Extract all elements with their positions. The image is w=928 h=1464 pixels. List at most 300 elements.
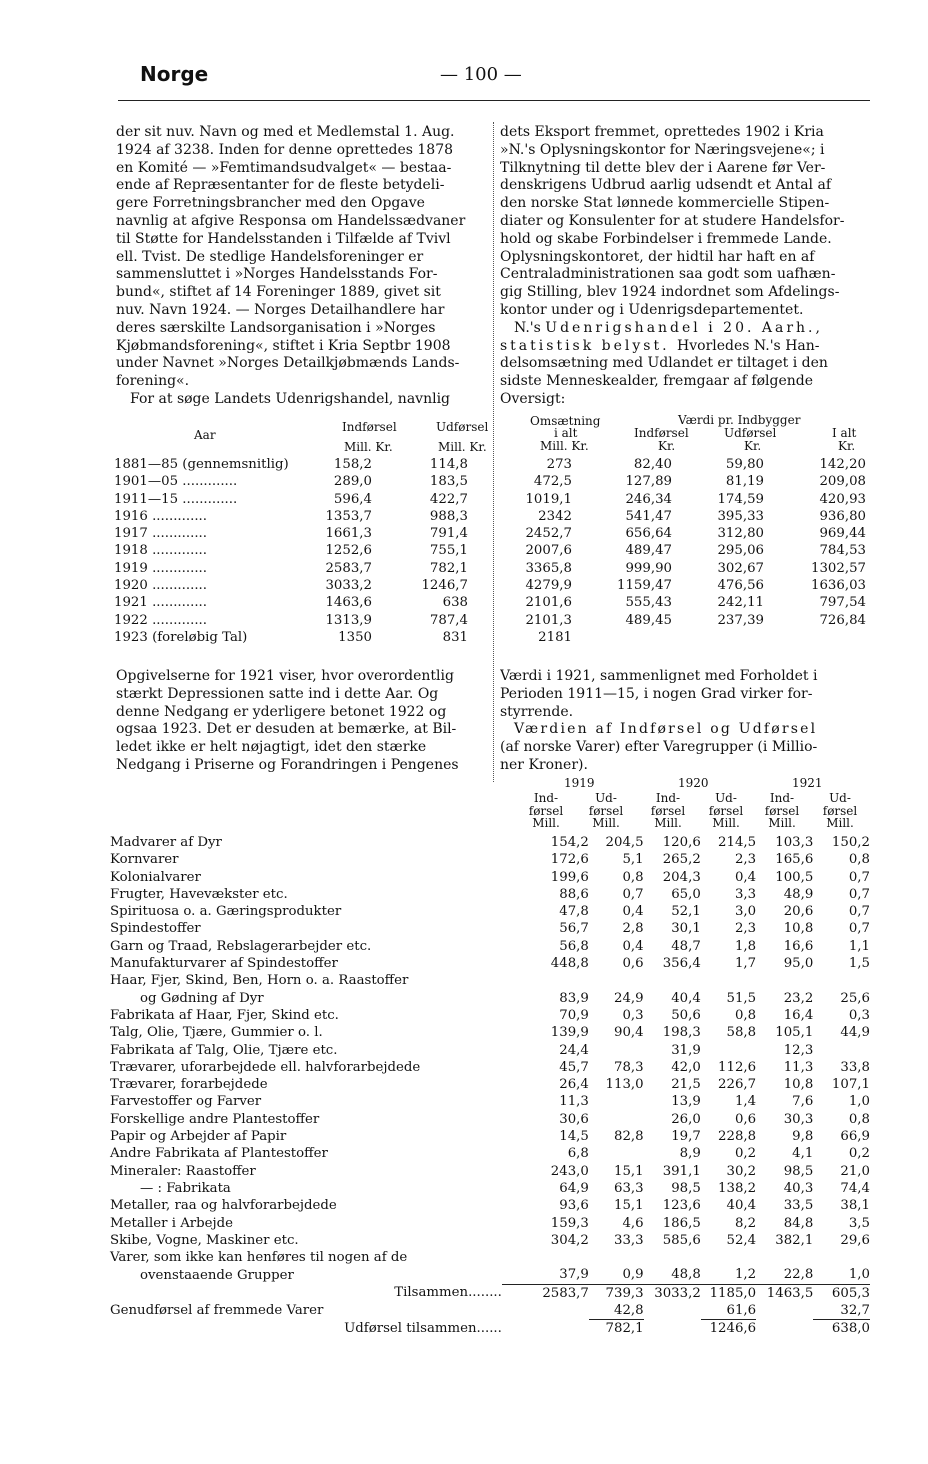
col-header-omsaetning: Omsætning [530, 414, 601, 428]
table-cell: 1,5 [848, 956, 870, 972]
right-text-lead: N.'s [514, 319, 546, 336]
right-text-line: dets Eksport fremmet, oprettedes 1902 i Kria [500, 124, 824, 140]
table-cell: 2,8 [622, 921, 644, 937]
table-cell: 0,7 [848, 869, 870, 885]
table-cell [756, 1302, 813, 1320]
table-cell [502, 972, 589, 989]
table-cell: 0,7 [622, 886, 644, 902]
table-cell: 40,3 [783, 1180, 814, 1196]
left-column-text-2 [116, 668, 488, 775]
table-cell: 48,8 [671, 1267, 701, 1283]
row-label: Spirituosa o. a. Gæringsprodukter [110, 904, 342, 920]
table-cell [589, 1093, 644, 1110]
table-row [110, 1302, 870, 1320]
table-row [110, 1232, 870, 1249]
table-cell: 3,3 [734, 886, 757, 902]
table-cell: 4,6 [622, 1215, 644, 1231]
table-cell: 113,0 [605, 1077, 644, 1093]
right-text-line: Oversigt: [500, 390, 566, 407]
table-cell: 154,2 [550, 835, 589, 850]
right-text-line: Perioden 1911—15, i nogen Grad virker for- [500, 685, 813, 702]
table-cell: 47,8 [559, 904, 589, 920]
row-label: Metaller i Arbejde [110, 1215, 234, 1231]
table-cell: 90,4 [614, 1025, 644, 1041]
right-column-text [500, 124, 872, 409]
table-cell: 172,6 [550, 852, 589, 868]
table-cell: 489,45 [625, 612, 672, 628]
column-divider [493, 122, 494, 782]
table-cell: 24,9 [614, 990, 644, 1006]
col-header-kr-3: Kr. [838, 439, 856, 453]
row-label: og Gødning af Dyr [140, 990, 264, 1006]
table-row [114, 612, 866, 629]
table-cell: 56,8 [559, 938, 589, 954]
row-label: 1881—85 (gennemsnitlig) [114, 457, 289, 472]
table-cell: 66,9 [840, 1129, 870, 1145]
table-cell: 782,1 [429, 560, 468, 576]
table-cell [701, 972, 756, 989]
table-cell: 3,5 [848, 1215, 870, 1231]
left-text-line: Nedgang i Priserne og Forandringen i Pengenes [116, 756, 459, 773]
table-cell: 93,6 [559, 1198, 589, 1214]
table-row [110, 1249, 870, 1266]
table-cell: 59,80 [725, 457, 764, 472]
table-row [114, 577, 866, 594]
table-cell: 70,9 [559, 1007, 589, 1023]
table-cell [644, 1249, 701, 1266]
left-text-line: deres særskilte Landsorganisation i »Norges [116, 319, 436, 336]
table-cell: 0,7 [848, 921, 870, 937]
table-row [110, 886, 870, 903]
table-row [110, 972, 870, 989]
table-cell: 0,3 [622, 1007, 644, 1023]
table-cell: 2101,6 [525, 595, 572, 611]
table-cell: 30,3 [783, 1111, 814, 1127]
table-cell: 100,5 [775, 869, 814, 885]
table-cell: 74,4 [840, 1180, 870, 1196]
table-cell: 20,6 [783, 904, 814, 920]
table-cell: 204,5 [605, 835, 644, 850]
table-cell: 103,3 [775, 835, 814, 850]
table-cell: 0,7 [848, 886, 870, 902]
left-text-line: ende af Repræsentanter for de fleste betydeli- [116, 177, 445, 194]
page-title: Norge [140, 62, 209, 86]
row-label: 1923 (foreløbig Tal) [114, 629, 248, 645]
table-row [110, 903, 870, 920]
table-cell: 969,44 [819, 526, 866, 542]
table-cell [756, 1249, 813, 1266]
table-cell: 0,6 [622, 956, 644, 972]
table-cell: 1,1 [848, 938, 870, 954]
col-header-kr-2: Kr. [744, 439, 762, 453]
left-text-line: til Støtte for Handelsstanden i Tilfælde af Tvivl [116, 230, 451, 247]
table-cell: 33,5 [783, 1198, 814, 1214]
table-row [114, 456, 866, 473]
table-cell: 1246,7 [421, 578, 468, 594]
left-text-line: nuv. Navn 1924. — Norges Detailhandlere har [116, 301, 445, 318]
table-cell: 2583,7 [325, 560, 372, 576]
table-row [110, 1007, 870, 1024]
table-cell: 0,8 [734, 1007, 757, 1023]
table-cell: 656,64 [625, 526, 672, 542]
row-label: Tilsammen........ [394, 1285, 502, 1301]
row-label: Fabrikata af Haar, Fjer, Skind etc. [110, 1007, 339, 1023]
table-cell: 16,6 [783, 938, 814, 954]
table-cell [701, 1042, 756, 1059]
table-cell: 64,9 [559, 1180, 589, 1196]
table-cell: 37,9 [559, 1267, 589, 1283]
table-cell: 391,1 [662, 1163, 701, 1179]
table-cell: 2101,3 [525, 612, 572, 628]
table-cell: 472,5 [533, 474, 572, 490]
table-cell: 0,8 [848, 852, 870, 868]
year-header-1920: 1920 [678, 776, 709, 790]
table-row [110, 1197, 870, 1214]
row-label: Talg, Olie, Tjære, Gummier o. l. [110, 1025, 323, 1041]
table-row [114, 473, 866, 490]
col-header-indforsel: Ind- førsel Mill. [528, 791, 564, 830]
table-cell: 123,6 [662, 1198, 701, 1214]
table-cell: 638 [442, 595, 468, 611]
table-cell: 273 [546, 457, 572, 472]
table-cell: 831 [442, 629, 468, 645]
table-cell: 0,4 [622, 938, 644, 954]
table-cell: 420,93 [819, 491, 866, 507]
row-label: 1901—05 ............. [114, 474, 238, 490]
table-row [114, 542, 866, 559]
table-cell: 999,90 [625, 560, 672, 576]
row-label: Forskellige andre Plantestoffer [110, 1111, 320, 1127]
table-cell: 1,0 [848, 1094, 870, 1110]
row-label: 1919 ............. [114, 560, 208, 576]
table-cell [589, 1111, 644, 1128]
table-cell: 199,6 [550, 869, 589, 885]
table-cell: 243,0 [550, 1163, 589, 1179]
table-cell: 7,6 [792, 1094, 814, 1110]
table-cell: 1661,3 [325, 526, 372, 542]
table-cell: 21,0 [840, 1163, 870, 1179]
table-cell: 2007,6 [525, 543, 572, 559]
table-cell [589, 1249, 644, 1266]
right-text-line: »N.'s Oplysningskontor for Næringsvejene«; i [500, 141, 825, 158]
table-cell: 489,47 [625, 543, 672, 559]
table-cell: 1463,5 [756, 1284, 813, 1302]
table-cell: 114,8 [429, 457, 468, 472]
row-label: Genudførsel af fremmede Varer [110, 1303, 324, 1319]
table-cell: 1463,6 [325, 595, 372, 611]
table-cell: 24,4 [559, 1042, 589, 1058]
row-label: Spindestoffer [110, 921, 201, 937]
row-label: Farvestoffer og Farver [110, 1094, 262, 1110]
table-cell: 1185,0 [701, 1284, 756, 1302]
table-cell: 214,5 [718, 835, 757, 850]
row-label: Fabrikata af Talg, Olie, Tjære etc. [110, 1042, 338, 1058]
table-cell: 78,3 [614, 1059, 644, 1075]
table-cell: 8,2 [734, 1215, 757, 1231]
table-row [110, 990, 870, 1007]
table-cell: 142,20 [819, 457, 866, 472]
table-cell: 98,5 [783, 1163, 814, 1179]
table-cell: 10,8 [783, 921, 814, 937]
table-cell: 32,7 [840, 1303, 870, 1319]
right-text-line: ner Kroner). [500, 756, 588, 773]
table-row [110, 1163, 870, 1180]
table-cell: 52,4 [726, 1232, 757, 1248]
table-cell: 33,8 [840, 1059, 870, 1075]
right-text-line: delsomsætning med Udlandet er tiltaget i den [500, 355, 828, 372]
table-cell: 2452,7 [525, 526, 572, 542]
table-cell: 3365,8 [525, 560, 572, 576]
row-label: Trævarer, forarbejdede [110, 1077, 268, 1093]
right-text-line [500, 320, 872, 338]
table-cell: 98,5 [671, 1180, 701, 1196]
row-label: 1920 ............. [114, 578, 208, 594]
table-cell [589, 1042, 644, 1059]
section-heading-spaced: Udenrigshandel i 20. Aarh., [545, 319, 823, 336]
table-cell: 797,54 [819, 595, 866, 611]
table-row [114, 629, 866, 646]
table-row [110, 1042, 870, 1059]
row-label: — : Fabrikata [140, 1180, 231, 1196]
table-cell [572, 629, 672, 646]
table-cell: 2181 [538, 629, 572, 645]
table-cell [672, 629, 764, 646]
table-cell: 3033,2 [644, 1284, 701, 1302]
table-cell: 88,6 [559, 886, 589, 902]
table-cell: 165,6 [775, 852, 814, 868]
left-text-line: denne Nedgang er yderligere betonet 1922 og [116, 703, 447, 720]
table-cell: 3,0 [734, 904, 757, 920]
left-text-line: ogsaa 1923. Det er desuden at bemærke, at Bil- [116, 721, 457, 738]
right-text-rest: Hvorledes N.'s Han- [677, 337, 820, 354]
table-cell: 26,4 [559, 1077, 589, 1093]
table-cell: 186,5 [662, 1215, 701, 1231]
table-cell: 107,1 [831, 1077, 870, 1093]
row-label: Andre Fabrikata af Plantestoffer [110, 1146, 328, 1162]
col-header-i-alt: i alt [554, 426, 578, 440]
table-cell: 541,47 [625, 508, 672, 524]
left-text-line: forening«. [116, 373, 190, 390]
row-label: Madvarer af Dyr [110, 835, 222, 850]
table-cell: 555,43 [625, 595, 672, 611]
col-header-udforsel-kr: Udførsel [724, 426, 777, 440]
page-number: — 100 — [440, 64, 522, 85]
left-text-line: Kjøbmandsforening«, stiftet i Kria Septbr 1908 [116, 337, 451, 354]
col-header-indforsel: Ind- førsel Mill. [764, 791, 800, 830]
table-cell: 2583,7 [502, 1284, 589, 1302]
left-text-line: der sit nuv. Navn og med et Medlemstal 1. Aug. [116, 124, 455, 140]
table-cell [644, 1302, 701, 1320]
table-cell [756, 972, 813, 989]
table-cell: 6,8 [567, 1146, 589, 1162]
left-text-line: bund«, stiftet af 14 Foreninger 1889, givet sit [116, 284, 441, 301]
col-header-vaerdi: Værdi pr. Indbygger [678, 413, 801, 427]
table-cell: 174,59 [717, 491, 764, 507]
col-header-udforsel: Ud- førsel Mill. [588, 791, 624, 830]
table-cell: 21,5 [671, 1077, 701, 1093]
table-cell [813, 1042, 870, 1059]
table-row [114, 491, 866, 508]
col-header-mill-kr-2: Mill. Kr. [438, 440, 487, 454]
table-cell [756, 1320, 813, 1338]
table-row [110, 1145, 870, 1162]
table-cell: 265,2 [662, 852, 701, 868]
table-cell: 2,3 [734, 852, 757, 868]
right-text-line: den norske Stat lønnede kommercielle Stipen- [500, 195, 830, 212]
col-header-udforsel: Ud- førsel Mill. [822, 791, 858, 830]
table-cell: 0,7 [848, 904, 870, 920]
table-cell: 120,6 [662, 835, 701, 850]
table-cell: 2,3 [734, 921, 757, 937]
right-text-line: kontor under og i Udenrigsdepartementet. [500, 301, 804, 318]
table-cell: 0,4 [734, 869, 757, 885]
section-heading-spaced-2: statistisk belyst. [500, 337, 678, 354]
table-cell: 12,3 [783, 1042, 814, 1058]
table-cell: 289,0 [333, 474, 372, 490]
col-header-aar: Aar [194, 428, 216, 442]
table-cell: 48,7 [671, 938, 701, 954]
table-cell: 30,6 [559, 1111, 589, 1127]
right-text-line: denskrigens Udbrud aarlig udsendt et Antal af [500, 177, 832, 194]
table-cell: 51,5 [726, 990, 757, 1006]
table-cell: 50,6 [671, 1007, 701, 1023]
table-cell: 63,3 [614, 1180, 644, 1196]
table-cell: 1252,6 [325, 543, 372, 559]
table-cell: 48,9 [783, 886, 814, 902]
table-cell: 209,08 [819, 474, 866, 490]
table-cell: 755,1 [429, 543, 468, 559]
table-row [110, 1024, 870, 1041]
row-label: Kolonialvarer [110, 869, 201, 885]
table-row [110, 1093, 870, 1110]
table-cell: 0,2 [848, 1146, 870, 1162]
year-header-1921: 1921 [792, 776, 823, 790]
table-row [110, 1128, 870, 1145]
table-cell: 237,39 [717, 612, 764, 628]
left-text-line: For at søge Landets Udenrigshandel, navnlig [130, 390, 451, 407]
table-cell: 0,2 [734, 1146, 757, 1162]
left-column-text [116, 124, 488, 409]
table-cell: 56,7 [559, 921, 589, 937]
table-cell: 0,8 [622, 869, 644, 885]
table-cell: 1246,6 [701, 1320, 756, 1338]
table-cell: 3033,2 [325, 578, 372, 594]
table-cell: 9,8 [792, 1129, 814, 1145]
table-cell: 739,3 [589, 1284, 644, 1302]
table-cell: 726,84 [819, 612, 866, 628]
table-row [110, 1111, 870, 1128]
table-cell: 127,89 [625, 474, 672, 490]
left-text-line: stærkt Depressionen satte ind i dette Aar. Og [116, 685, 439, 702]
row-label: 1921 ............. [114, 595, 208, 611]
table-cell: 138,2 [718, 1180, 757, 1196]
table-cell: 52,1 [671, 904, 701, 920]
table-cell: 139,9 [550, 1025, 589, 1041]
table-cell [502, 1320, 589, 1338]
table-row [110, 1076, 870, 1093]
table-cell: 1019,1 [525, 491, 572, 507]
table-cell: 1,4 [734, 1094, 757, 1110]
right-text-line: Værdi i 1921, sammenlignet med Forholdet i [500, 668, 818, 684]
table-cell [764, 629, 866, 646]
row-label: 1917 ............. [114, 526, 208, 542]
row-label: Trævarer, uforarbejdede ell. halvforarbejdede [110, 1059, 421, 1075]
table-cell: 936,80 [819, 508, 866, 524]
table-cell: 312,80 [717, 526, 764, 542]
table-cell: 791,4 [429, 526, 468, 542]
left-text-line: en Komité — »Femtimandsudvalget« — bestaa- [116, 159, 452, 176]
table-cell: 0,6 [734, 1111, 757, 1127]
left-text-line: ledet ikke er helt nøjagtigt, idet den stærke [116, 739, 427, 756]
table-row [110, 1215, 870, 1232]
table-cell [644, 972, 701, 989]
table-cell: 356,4 [662, 956, 701, 972]
table-cell: 30,1 [671, 921, 701, 937]
table-cell: 40,4 [671, 990, 701, 1006]
row-label: 1922 ............. [114, 612, 208, 628]
table-cell: 58,8 [726, 1025, 757, 1041]
table-row [110, 1180, 870, 1197]
left-text-line: gere Forretningsbrancher med den Opgave [116, 195, 425, 212]
table-row [114, 508, 866, 525]
right-text-line: gig Stilling, blev 1924 indordnet som Afdelings- [500, 284, 840, 301]
table-row [110, 1320, 870, 1338]
row-label: 1916 ............. [114, 508, 208, 524]
table-cell: 38,1 [840, 1198, 870, 1214]
right-text-line: Oplysningskontoret, der hidtil har haft en af [500, 248, 815, 265]
row-label: Udførsel tilsammen...... [344, 1321, 502, 1337]
table-row [110, 1059, 870, 1076]
row-label: ovenstaaende Grupper [140, 1267, 294, 1283]
col-header-indforsel-kr: Indførsel [634, 426, 689, 440]
table-cell: 4,1 [792, 1146, 814, 1162]
left-text-line: Opgivelserne for 1921 viser, hvor overordentlig [116, 668, 454, 684]
row-label: Haar, Fjer, Skind, Ben, Horn o. a. Raastoffer [110, 973, 409, 989]
table-cell: 183,5 [429, 474, 468, 490]
table-cell: 81,19 [725, 474, 764, 490]
table-cell: 11,3 [783, 1059, 814, 1075]
left-text-line: ell. Tvist. De stedlige Handelsforeninger er [116, 248, 424, 265]
right-text-line [500, 338, 872, 356]
table-cell: 45,7 [559, 1059, 589, 1075]
col-header-i-alt-kr: I alt [832, 426, 857, 440]
table-cell: 1,0 [848, 1267, 870, 1283]
header-rule [118, 100, 870, 101]
table-cell: 25,6 [840, 990, 870, 1006]
table-cell: 31,9 [671, 1042, 701, 1058]
table-cell: 4279,9 [525, 578, 572, 594]
table-cell: 23,2 [783, 990, 814, 1006]
table-cell: 988,3 [429, 508, 468, 524]
right-text-line: Tilknytning til dette blev der i Aarene før Ver- [500, 159, 826, 176]
table-cell: 1636,03 [811, 578, 866, 594]
table-cell [502, 1302, 589, 1320]
table-cell: 105,1 [775, 1025, 814, 1041]
table-cell: 1350 [338, 629, 372, 645]
table-cell: 204,3 [662, 869, 701, 885]
col-header-kr-1: Kr. [658, 439, 676, 453]
table-cell: 14,5 [559, 1129, 589, 1145]
col-header-mill-kr-1: Mill. Kr. [344, 440, 393, 454]
trade-overview-rows [114, 456, 866, 646]
table-row [114, 525, 866, 542]
table-cell: 82,8 [614, 1129, 644, 1145]
table-cell: 40,4 [726, 1198, 757, 1214]
table-cell: 15,1 [614, 1163, 644, 1179]
table-cell: 782,1 [589, 1320, 644, 1338]
table-cell: 422,7 [429, 491, 468, 507]
table-cell: 5,1 [622, 852, 644, 868]
